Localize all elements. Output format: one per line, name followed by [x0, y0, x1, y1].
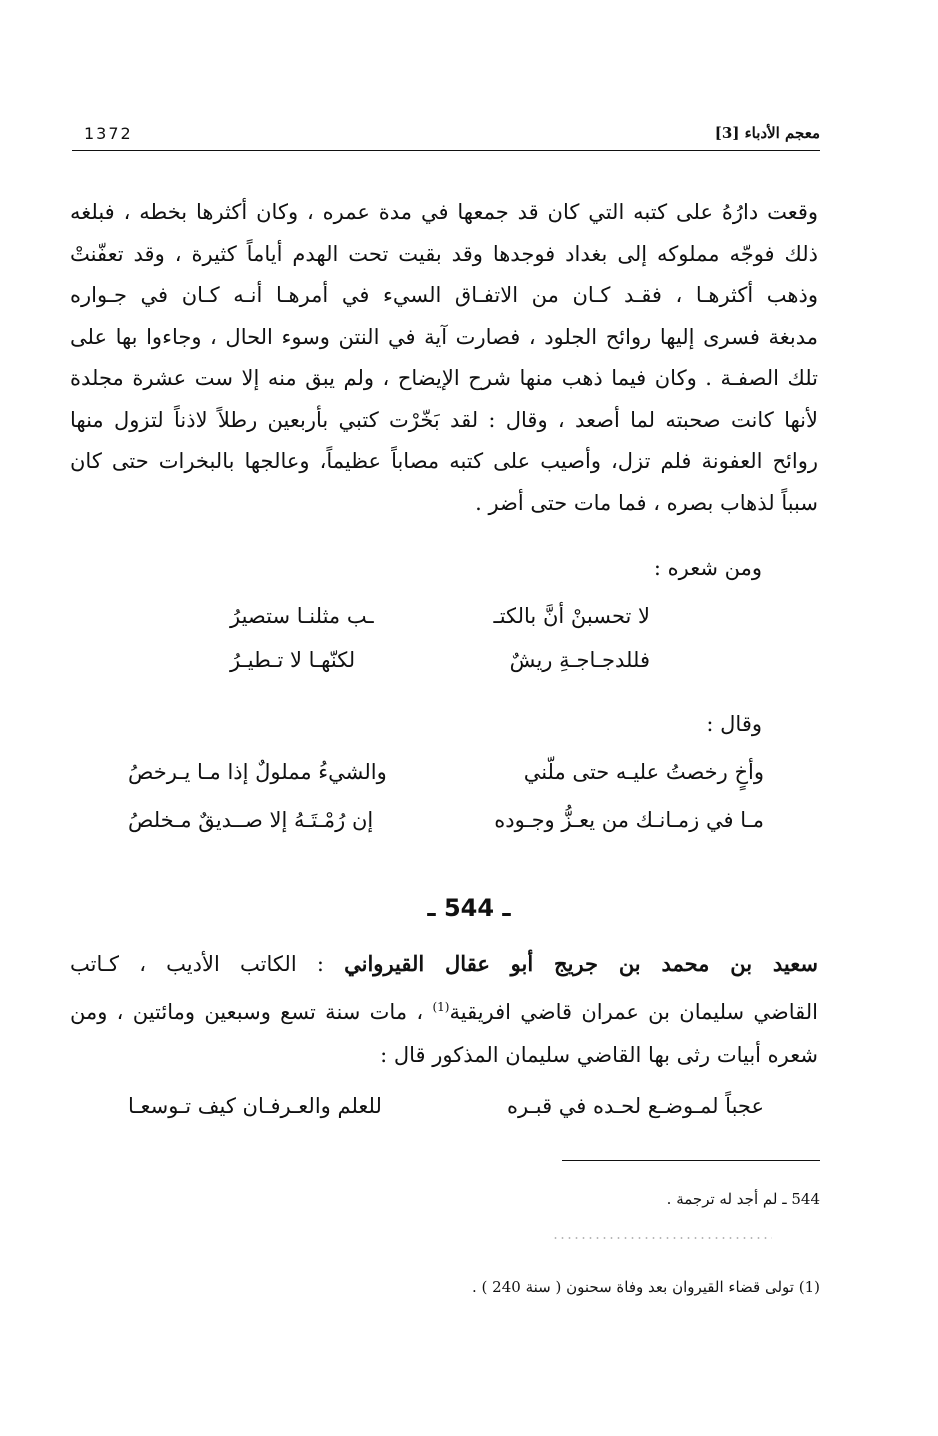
page-number: 1372: [84, 124, 133, 143]
entry-number: ـ 544 ـ: [427, 894, 511, 922]
verse-first-hemistich: فللدجـاجـةِ ريشٌ: [509, 648, 650, 672]
verse-second-hemistich: للعلم والعـرفـان كيف تـوسعـا: [128, 1094, 382, 1118]
main-paragraph: [70, 192, 818, 524]
verse-second-hemistich: والشيءُ مملولٌ إذا مـا يـرخصُ: [128, 760, 387, 784]
verse-second-hemistich: لكنّهـا لا تـطيـرُ: [230, 648, 356, 672]
verse-second-hemistich: ـب مثلنـا ستصيرُ: [230, 604, 374, 628]
footnote-mark: (1): [432, 1000, 450, 1014]
footnote-1: (1) تولى قضاء القيروان بعد وفاة سحنون ( سنة 240 ) .: [472, 1278, 820, 1296]
paragraph-line: لأنها كانت صحبته لما أصعد ، وقال : لقد بَخّرْت كتبي بأربعين رطلاً لاذناً لتزول منها: [70, 407, 819, 432]
footnote-separator: [562, 1160, 820, 1161]
paragraph-line: سبباً لذهاب بصره ، فما مات حتى أضر .: [475, 490, 818, 515]
poem-intro: وقال :: [706, 712, 762, 736]
verse-first-hemistich: مـا في زمـانـك من يعـزُّ وجـوده: [494, 808, 764, 832]
poem-intro: ومن شعره :: [653, 556, 762, 580]
book-title: معجم الأدباء [3]: [714, 124, 820, 142]
entry-name: سعيد بن محمد بن جريج أبو عقال القيرواني: [344, 951, 818, 976]
verse-second-hemistich: إن رُمْـتَـهُ إلا صــديقٌ مـخلصُ: [128, 808, 374, 832]
running-header: [72, 120, 820, 151]
entry-line-text: ، مات سنة تسع وسبعين ومائتين ، ومن: [70, 1000, 424, 1024]
paragraph-line: ذلك فوجّه مملوكه إلى بغداد فوجدها وقد بقيت تحت الهدم أياماً كثيرة ، وقد تعفّنتْ: [70, 241, 818, 266]
paragraph-line: تلك الصفـة . وكان فيما ذهب منها شرح الإيضاح ، ولم يبق منه إلا ست عشرة مجلدة: [70, 366, 818, 390]
entry-line: [70, 942, 818, 986]
entry-line: شعره أبيات رثى بها القاضي سليمان المذكور قال :: [380, 1043, 818, 1067]
paragraph-line: وقعت دارُهُ على كتبه التي كان قد جمعها في مدة عمره ، وكان أكثرها بخطه ، فبلغه: [70, 200, 818, 224]
verse-first-hemistich: لا تحسبنْ أنَّ بالكتـ: [493, 604, 650, 628]
paragraph-line: وذهب أكثرهـا ، فقـد كـان من الاتفـاق السيء في أمرهـا أنـه كـان في جـواره: [70, 283, 818, 307]
verse-first-hemistich: وأخٍ رخصتُ عليـه حتى ملّني: [523, 760, 764, 784]
paragraph-line: روائح العفونة فلم تزل، وأصيب على كتبه مصاباً عظيماً، وعالجها بالبخرات حتى كان: [70, 449, 818, 473]
scan-artifact-dots: [552, 1236, 772, 1240]
entry-line-text: القاضي سليمان بن عمران قاضي افريقية: [449, 1000, 818, 1024]
verse-first-hemistich: عجباً لمـوضـع لحـده في قبـره: [506, 1094, 764, 1118]
entry-line: [70, 986, 818, 1034]
entry-line-text: : الكاتب الأديب ، كـاتب: [70, 952, 324, 976]
footnote-entry: 544 ـ لم أجد له ترجمة .: [666, 1190, 820, 1208]
paragraph-line: مدبغة فسرى إليها روائح الجلود ، فصارت آية في النتن وسوء الحال ، وجاءوا بها على: [70, 324, 818, 349]
entry-paragraph: [70, 942, 818, 1077]
